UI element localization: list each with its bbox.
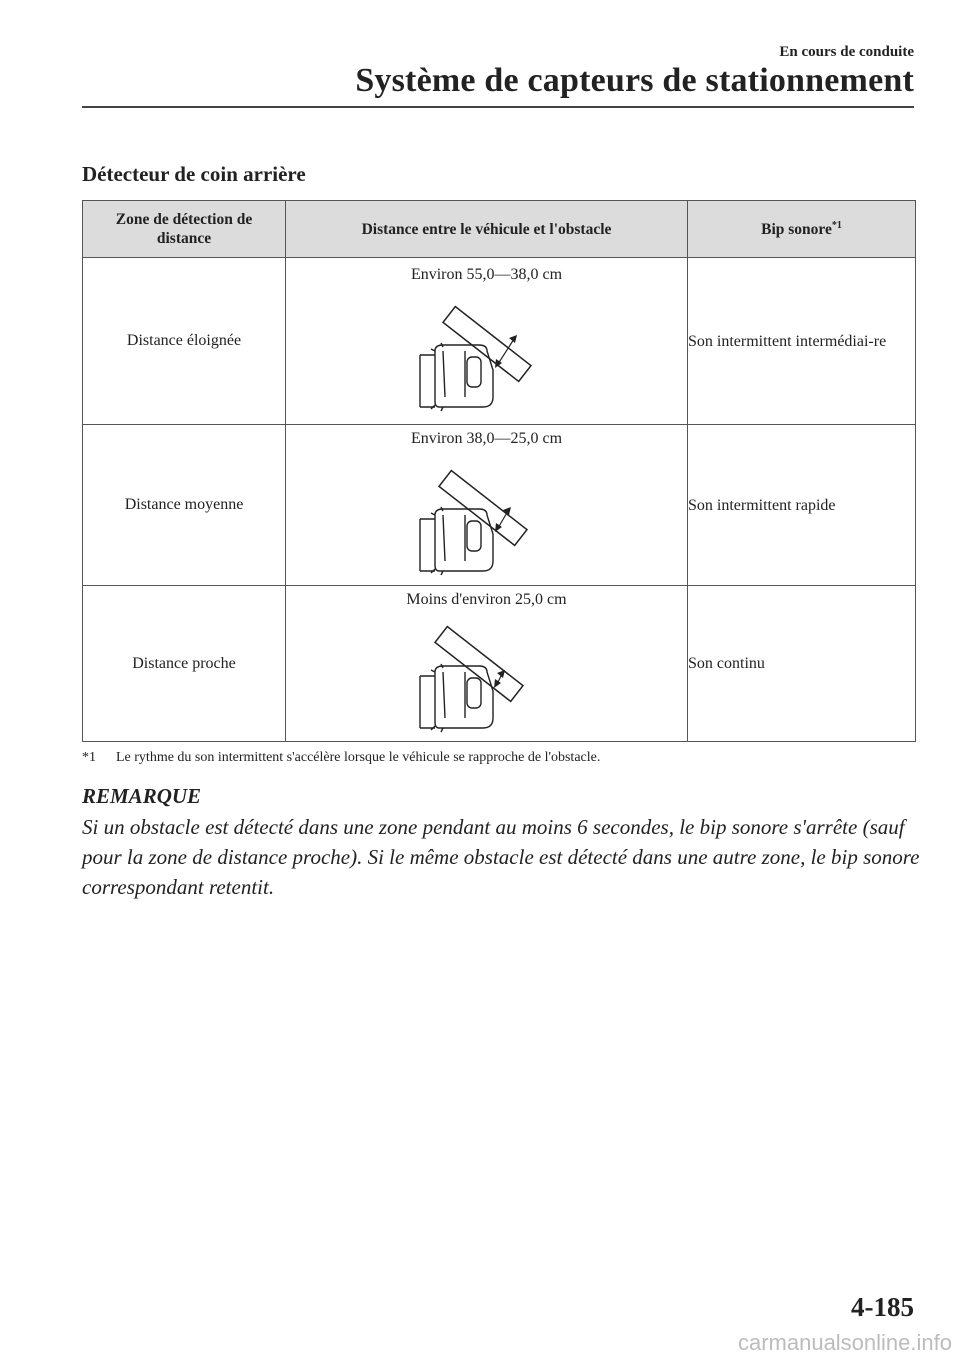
footnote <box>82 750 600 766</box>
distance-cell <box>286 258 688 425</box>
chapter-title: En cours de conduite <box>779 44 914 60</box>
note-label: REMARQUE <box>82 784 202 808</box>
distance-cell <box>286 586 688 742</box>
zone-cell: Distance éloignée <box>83 258 286 425</box>
table-row <box>83 425 916 586</box>
bip-cell: Son intermittent rapide <box>688 425 916 586</box>
distance-range: Environ 38,0―25,0 cm <box>410 429 563 447</box>
header-zone: Zone de détection de distance <box>83 201 286 258</box>
header-divider <box>82 106 914 108</box>
table-row <box>83 586 916 742</box>
note-text: Si un obstacle est détecté dans une zone pendant au moins 6 secondes, le bip sonore s'arrête (sauf pour la zone de distance proche). Si le même obstacle est détecté dans une autre zone, le bip sonore correspondant retentit. <box>82 815 920 899</box>
detection-table <box>82 200 916 742</box>
obstacle-bar <box>435 626 523 701</box>
distance-cell <box>286 425 688 586</box>
section-title: Détecteur de coin arrière <box>82 162 306 186</box>
footnote-ref: *1 <box>831 219 842 231</box>
page-title: Système de capteurs de stationnement <box>355 62 914 99</box>
header-bip <box>688 201 916 258</box>
watermark: carmanualsonline.info <box>737 1330 952 1355</box>
zone-cell: Distance moyenne <box>83 425 286 586</box>
table-row <box>83 258 916 425</box>
table-header-row <box>83 201 916 258</box>
bip-cell: Son intermittent intermédiai-re <box>688 258 916 425</box>
distance-range: Environ 55,0―38,0 cm <box>410 265 563 283</box>
obstacle-bar <box>443 306 531 381</box>
header-bip-label: Bip sonore <box>761 220 832 238</box>
page-number: 4-185 <box>851 1292 914 1322</box>
car-obstacle-diagram <box>387 610 587 740</box>
bip-cell: Son continu <box>688 586 916 742</box>
footnote-mark: *1 <box>82 750 96 765</box>
car-obstacle-diagram <box>387 449 587 584</box>
footnote-text: Le rythme du son intermittent s'accélère lorsque le véhicule se rapproche de l'obstacle. <box>116 750 601 765</box>
header-distance: Distance entre le véhicule et l'obstacle <box>286 201 688 258</box>
car-obstacle-diagram <box>387 285 587 420</box>
distance-range: Moins d'environ 25,0 cm <box>406 590 567 608</box>
zone-cell: Distance proche <box>83 586 286 742</box>
obstacle-bar <box>439 470 527 545</box>
